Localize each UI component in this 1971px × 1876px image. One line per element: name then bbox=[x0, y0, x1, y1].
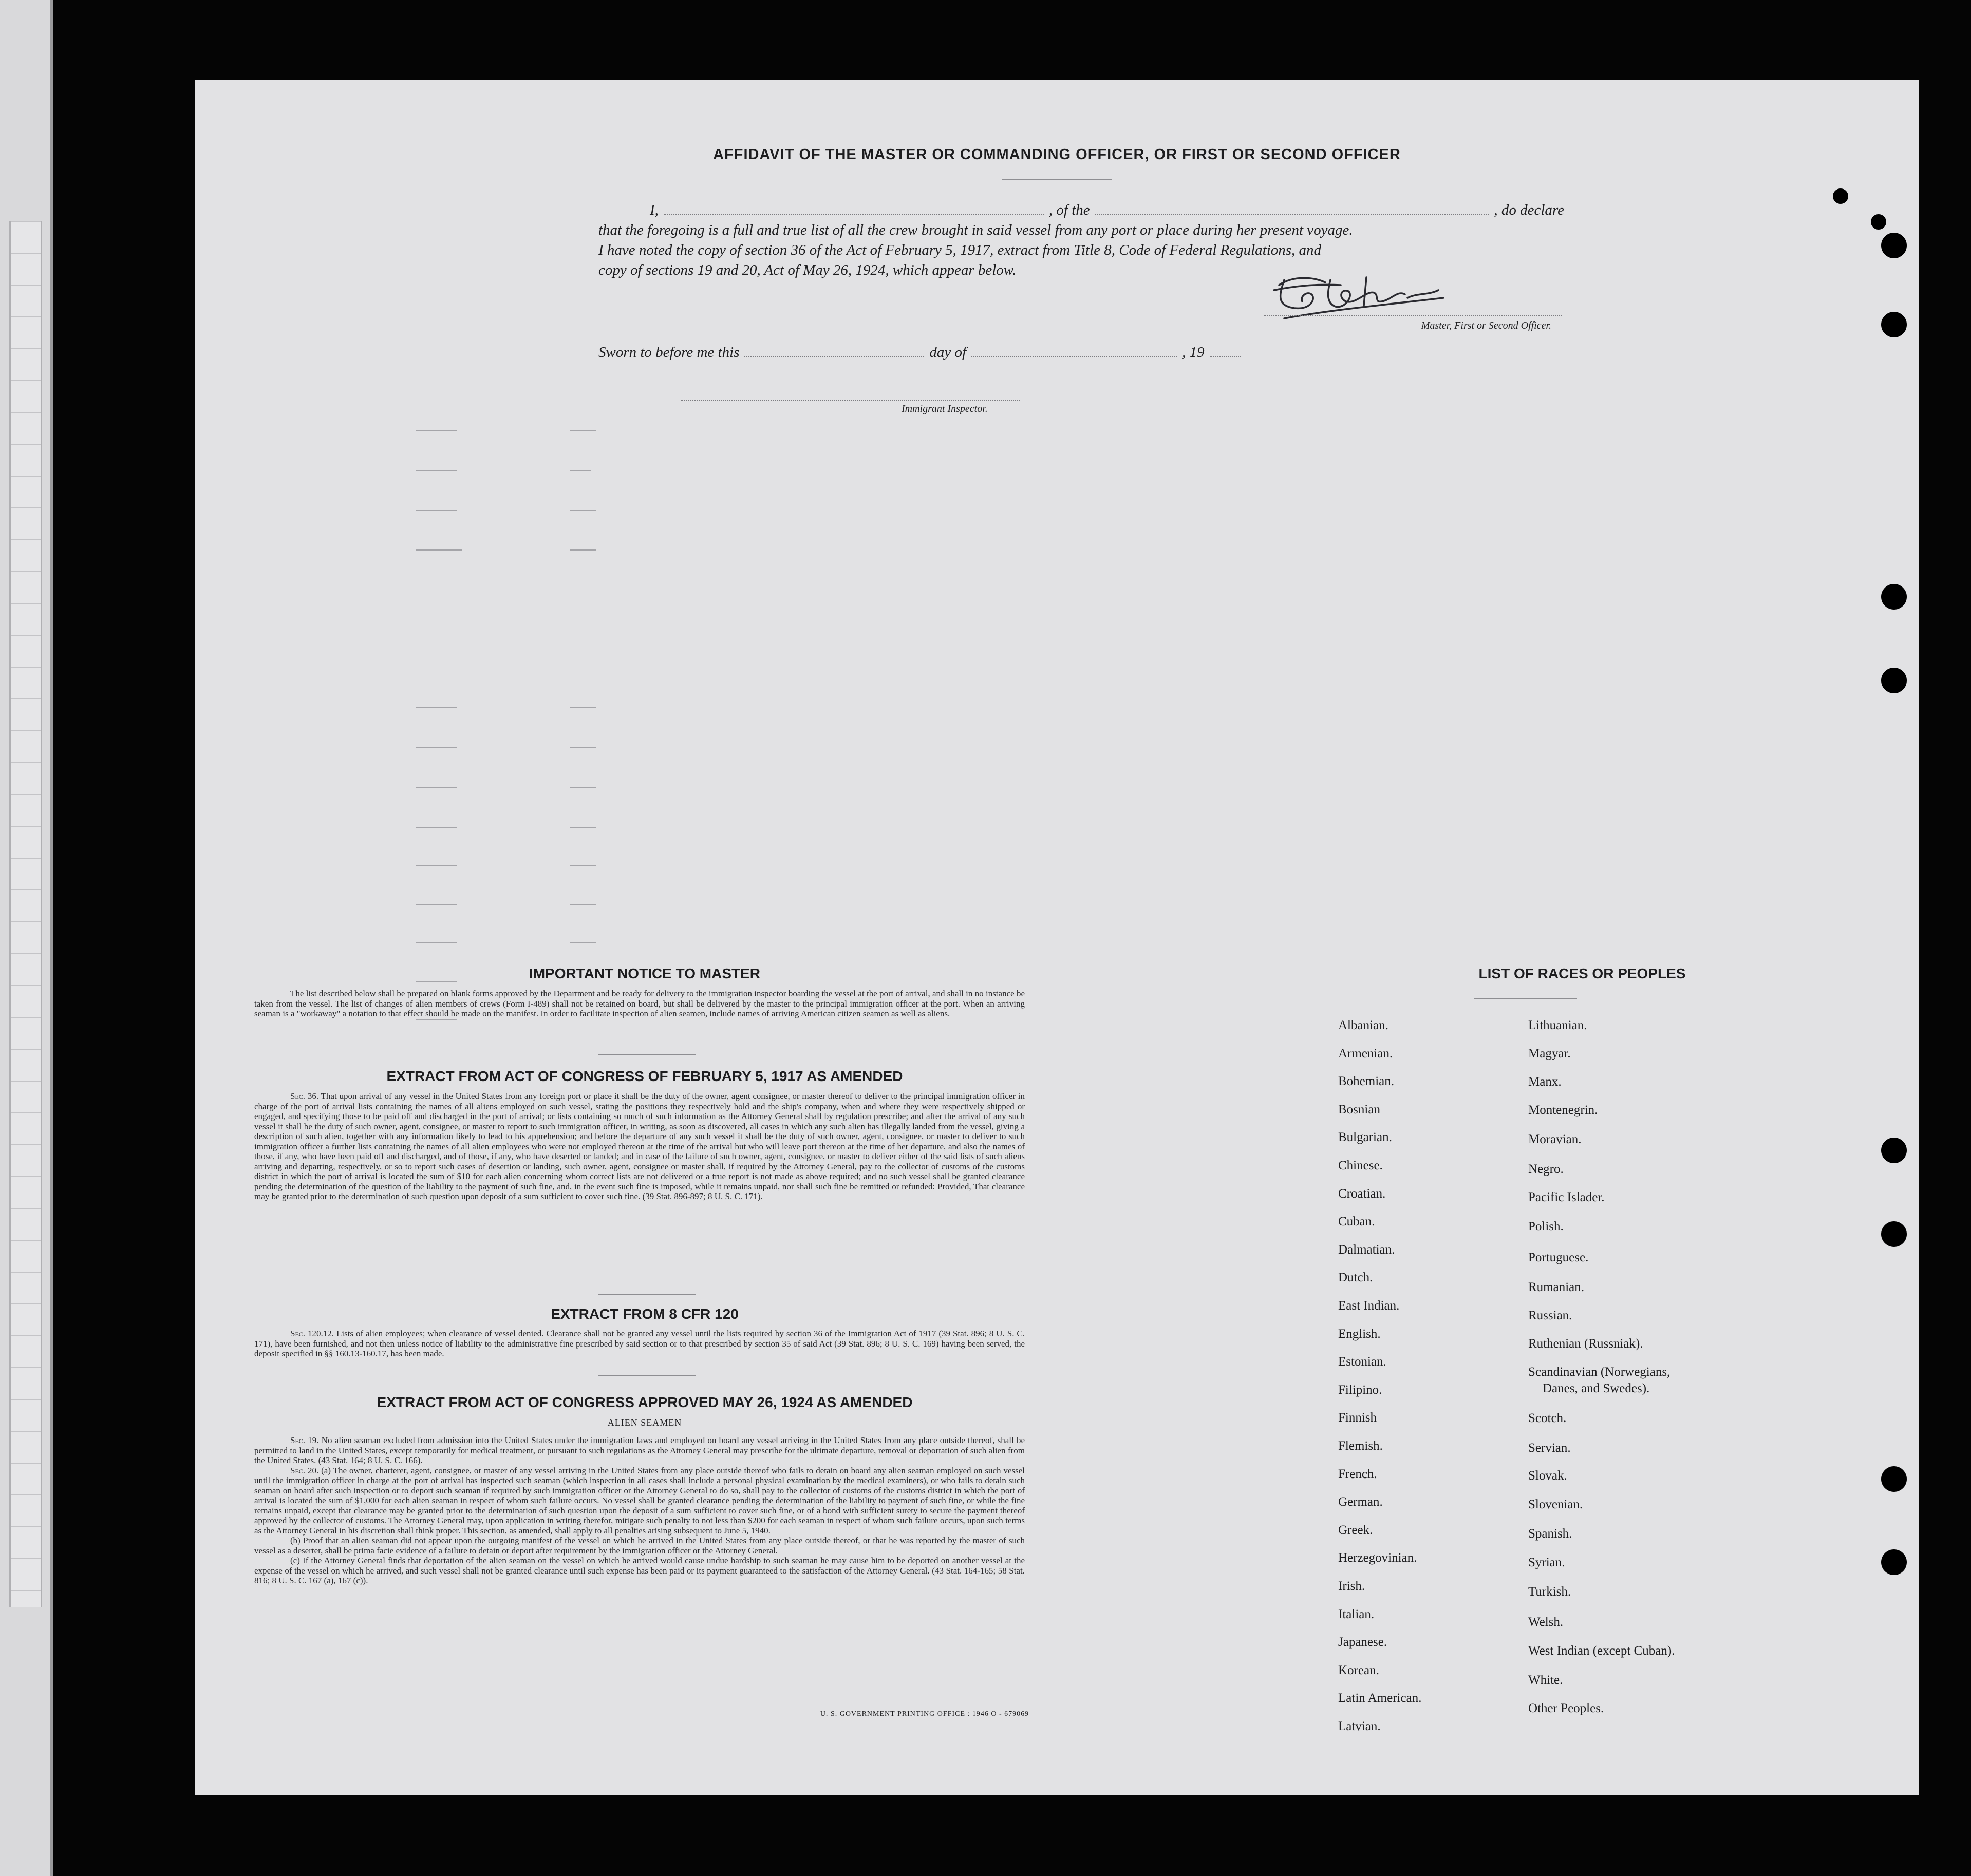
race-item: Ruthenian (Russniak). bbox=[1528, 1337, 1643, 1351]
race-item: Danes, and Swedes). bbox=[1543, 1381, 1650, 1395]
sec-20-label: Sec. 20. bbox=[290, 1465, 319, 1475]
race-item: Latvian. bbox=[1338, 1719, 1381, 1733]
faint-row-mark bbox=[416, 904, 457, 905]
faint-row-mark bbox=[416, 430, 457, 431]
affidavit-line: copy of sections 19 and 20, Act of May 26, 1924, which appear below. bbox=[598, 262, 1017, 278]
race-item: Lithuanian. bbox=[1528, 1018, 1587, 1032]
race-item: Polish. bbox=[1528, 1220, 1564, 1234]
race-item: Finnish bbox=[1338, 1411, 1377, 1425]
signature-area bbox=[1264, 270, 1562, 336]
declare-suffix: , do declare bbox=[1494, 202, 1564, 218]
faint-row-mark bbox=[416, 942, 457, 943]
race-item: Montenegrin. bbox=[1528, 1103, 1598, 1117]
affidavit-text bbox=[598, 200, 1564, 280]
race-item: Cuban. bbox=[1338, 1215, 1375, 1229]
notice-title: IMPORTANT NOTICE TO MASTER bbox=[529, 965, 761, 981]
race-item: Japanese. bbox=[1338, 1635, 1387, 1650]
sworn-year-prefix: , 19 bbox=[1182, 344, 1205, 361]
affidavit-line: I have noted the copy of section 36 of the Act of February 5, 1917, extract from Title 8, Code of Federal Regulations, and bbox=[598, 242, 1322, 258]
race-item: Scandinavian (Norwegians, bbox=[1528, 1365, 1670, 1379]
punch-hole bbox=[1833, 188, 1848, 204]
race-item: Filipino. bbox=[1338, 1382, 1382, 1397]
sec-120-12-text: Lists of alien employees; when clearance of vessel denied. Clearance shall not be granted any vessel until the lists required by section 36 of the Immigration Act of 1917 (39 Stat. 896; 8 U. S. C. 171), have been furnished, and not then unless notice of liability to the administrative fine prescribed by said section or to that prescribed by section 35 of said Act (39 Stat. 896; 8 U. S. C. 169) having been served, the deposit specified in §§ 160.13-160.17, has been made. bbox=[254, 1329, 1025, 1358]
divider bbox=[1474, 998, 1577, 999]
race-item: Chinese. bbox=[1338, 1159, 1383, 1172]
vessel-prefix: , of the bbox=[1048, 202, 1090, 218]
race-item: Korean. bbox=[1338, 1663, 1379, 1677]
vessel-name-blank[interactable] bbox=[1095, 213, 1489, 215]
race-item: Bohemian. bbox=[1338, 1074, 1395, 1089]
punch-hole bbox=[1881, 233, 1907, 258]
race-item: Scotch. bbox=[1528, 1411, 1567, 1425]
race-item: Spanish. bbox=[1528, 1527, 1572, 1541]
faint-row-mark bbox=[570, 510, 596, 511]
inspector-caption: Immigrant Inspector. bbox=[902, 403, 988, 414]
race-item: Pacific Islader. bbox=[1528, 1190, 1605, 1204]
divider bbox=[598, 1054, 696, 1055]
race-item: Croatian. bbox=[1338, 1186, 1386, 1201]
faint-row-mark bbox=[416, 787, 457, 788]
faint-row-mark bbox=[416, 827, 457, 828]
faint-row-mark bbox=[416, 549, 462, 551]
race-item: Herzegovinian. bbox=[1338, 1551, 1417, 1565]
affidavit-title: AFFIDAVIT OF THE MASTER OR COMMANDING OFFICER, OR FIRST OR SECOND OFFICER bbox=[713, 146, 1401, 163]
inspector-signature-line[interactable] bbox=[681, 400, 1020, 401]
document-page bbox=[195, 80, 1919, 1795]
faint-row-mark bbox=[570, 787, 596, 788]
race-item: Slovak. bbox=[1528, 1469, 1567, 1483]
faint-row-mark bbox=[570, 470, 591, 471]
race-item: Turkish. bbox=[1528, 1585, 1571, 1599]
sec-120-12-label: Sec. 120.12. bbox=[290, 1329, 334, 1338]
punch-hole bbox=[1881, 1221, 1907, 1247]
race-item: Dalmatian. bbox=[1338, 1242, 1395, 1257]
race-item: Portuguese. bbox=[1528, 1250, 1589, 1264]
races-title: LIST OF RACES OR PEOPLES bbox=[1478, 965, 1686, 981]
officer-name-blank[interactable] bbox=[664, 213, 1044, 215]
punch-hole bbox=[1881, 584, 1907, 610]
divider bbox=[598, 1375, 696, 1376]
punch-hole bbox=[1881, 668, 1907, 693]
race-item: Manx. bbox=[1528, 1075, 1562, 1089]
race-item: Welsh. bbox=[1528, 1615, 1564, 1629]
signature-caption: Master, First or Second Officer. bbox=[1421, 320, 1551, 331]
punch-hole bbox=[1881, 1466, 1907, 1492]
punch-hole bbox=[1871, 214, 1886, 230]
faint-row-mark bbox=[570, 747, 596, 748]
race-item: German. bbox=[1338, 1495, 1383, 1509]
extract-cfr-title: EXTRACT FROM 8 CFR 120 bbox=[551, 1306, 739, 1322]
race-item: Greek. bbox=[1338, 1523, 1373, 1537]
race-item: Bulgarian. bbox=[1338, 1130, 1392, 1145]
punch-hole bbox=[1881, 312, 1907, 337]
race-item: Dutch. bbox=[1338, 1271, 1373, 1285]
punch-hole bbox=[1881, 1549, 1907, 1575]
race-item: Slovenian. bbox=[1528, 1498, 1583, 1511]
race-item: Russian. bbox=[1528, 1309, 1572, 1322]
race-item: Irish. bbox=[1338, 1579, 1365, 1593]
handwritten-signature bbox=[1264, 270, 1479, 326]
race-item: Estonian. bbox=[1338, 1355, 1386, 1369]
notice-paragraph: The list described below shall be prepared on blank forms approved by the Department and be ready for delivery to the immigration inspector boarding the vessel at the port of arrival, and shall in no instance be taken from the vessel. The list of changes of alien members of crews (Form I-489) shall not be retained on board, but shall be delivered by the master to the principal immigration officer at the port. When an arriving seaman is a "workaway" a notation to that effect should be made on the manifest. In order to facilitate inspection of alien seamen, include names of arriving American citizen seamen as well as aliens. bbox=[254, 989, 1025, 1018]
faint-row-mark bbox=[416, 747, 457, 748]
sec-36-label: Sec. 36. bbox=[290, 1091, 319, 1101]
declarant-prefix: I, bbox=[650, 202, 659, 218]
divider bbox=[1002, 179, 1112, 180]
faint-row-mark bbox=[570, 707, 596, 708]
alien-seamen-subtitle: ALIEN SEAMEN bbox=[607, 1417, 682, 1428]
faint-row-mark bbox=[416, 510, 457, 511]
race-item: Other Peoples. bbox=[1528, 1701, 1604, 1715]
faint-row-mark bbox=[416, 1019, 457, 1020]
scanner-edge-strip bbox=[0, 0, 53, 1876]
extract-1917-title: EXTRACT FROM ACT OF CONGRESS OF FEBRUARY 5, 1917 AS AMENDED bbox=[386, 1068, 903, 1084]
faint-row-mark bbox=[416, 470, 457, 471]
faint-row-mark bbox=[570, 904, 596, 905]
sec-19-text: No alien seaman excluded from admission into the United States under the immigration laws and employed on board any vessel arriving in the United States from any place outside thereof, shall be permitted to land in the United States, except temporarily for medical treatment, or pursuant to such regulations as the Attorney General may prescribe for the ultimate departure, removal or deportation of such alien from the United States. (43 Stat. 164; 8 U. S. C. 166). bbox=[254, 1435, 1025, 1465]
faint-row-mark bbox=[570, 430, 596, 431]
race-item: English. bbox=[1338, 1327, 1381, 1341]
race-item: Flemish. bbox=[1338, 1439, 1383, 1453]
printing-office-imprint: U. S. GOVERNMENT PRINTING OFFICE : 1946 O - 679069 bbox=[820, 1710, 1029, 1718]
faint-row-mark bbox=[570, 865, 596, 866]
extract-1924-title: EXTRACT FROM ACT OF CONGRESS APPROVED MAY 26, 1924 AS AMENDED bbox=[377, 1394, 913, 1410]
race-item: Servian. bbox=[1528, 1441, 1571, 1455]
race-item: White. bbox=[1528, 1673, 1563, 1687]
race-item: Albanian. bbox=[1338, 1018, 1388, 1032]
sec-20a-text: (a) The owner, charterer, agent, consignee, or master of any vessel arriving in the United States from any place outside thereof who fails to detain on board any alien seaman employed on such vessel until the immigration officer in charge at the port of arrival has inspected such seaman (which inspection in all cases shall include a personal physical examination by the medical examiners), or who fails to detain such seaman on board after such inspection or to deport such seaman if required by such immigration officer or the Attorney General to do so, shall pay to the collector of customs of the customs district in which the port of arrival is located the sum of $1,000 for each alien seaman in respect of whom such failure occurs. No vessel shall be granted clearance pending the determination of the liability to payment of such fine, or while the fine remains unpaid, except that clearance may be granted prior to the determination of such question upon the deposit of a sum sufficient to cover such fine, or of a bond with sufficient surety to secure the payment thereof approved by the collector of customs. The Attorney General may, upon application in writing therefor, mitigate such penalty to not less than $200 for each seaman in respect of whom such failure occurs, upon such terms as the Attorney General in his discretion shall think proper. This section, as amended, shall apply to all penalties arising subsequent to June 5, 1940. bbox=[254, 1465, 1025, 1536]
affidavit-line: that the foregoing is a full and true list of all the crew brought in said vessel from any port or place during her present voyage. bbox=[598, 222, 1353, 238]
race-item: Armenian. bbox=[1338, 1046, 1393, 1060]
faint-row-mark bbox=[570, 549, 596, 551]
sec-36-text: That upon arrival of any vessel in the United States from any foreign port or place it shall be the duty of the owner, agent consignee, or master thereof to deliver to the principal immigration officer in charge of the port of arrival lists containing the names of all aliens employed on such vessel, stating the positions they respectively hold and the ship's company, when and where they were respectively shipped or engaged, and specifying those to be paid off and discharged in the port of arrival; or lists containing so much of such information as the Attorney General shall by regulation prescribe; and after the arrival of any such vessel it shall be the duty of such owner, agent, consignee, or master to report to such immigration officer, in writing, as soon as discovered, all cases in which any such alien has illegally landed from the vessel, giving a description of such alien, together with any information likely to lead to his apprehension; and before the departure of any such vessel it shall be the duty of such owner, agent, consignee, or master to deliver to such immigration officer a further lists containing the names of all alien employees who were not employed thereon at the time of the arrival but who will leave port thereon at the time of her departure, and also the names of those, if any, who have been paid off and discharged, and of those, if any, who have deserted or landed; and in case of the failure of such owner, agent, consignee, or master to deliver either of the said lists of such aliens arriving and departing, respectively, or so to report such cases of desertion or landing, such owner, agent, consignee or master shall, if required by the Attorney General, pay to the collector of customs of the customs district in which the port of arrival is located the sum of $10 for each alien concerning whom correct lists are not delivered or a true report is not made as above required; and no such vessel shall be granted clearance pending the determination of the question of the liability to the payment of such fine, and, in the event such fine is imposed, while it remains unpaid, nor shall such fine be remitted or refunded: Provided, That clearance may be granted prior to the determination of such question upon deposit of a sum sufficient to cover such fine. (39 Stat. 896-897; 8 U. S. C. 171). bbox=[254, 1091, 1025, 1201]
extract-cfr-text bbox=[254, 1329, 1025, 1359]
race-item: Bosnian bbox=[1338, 1102, 1380, 1116]
sworn-month-blank[interactable] bbox=[971, 355, 1177, 357]
edge-ruler bbox=[9, 221, 42, 1607]
sworn-day-of: day of bbox=[929, 344, 967, 361]
race-item: Latin American. bbox=[1338, 1691, 1422, 1706]
divider bbox=[598, 1294, 696, 1295]
race-item: Italian. bbox=[1338, 1607, 1375, 1621]
faint-row-mark bbox=[570, 942, 596, 943]
race-item: West Indian (except Cuban). bbox=[1528, 1644, 1675, 1658]
sworn-year-blank[interactable] bbox=[1210, 355, 1241, 357]
race-item: Rumanian. bbox=[1528, 1280, 1585, 1294]
race-item: French. bbox=[1338, 1467, 1377, 1481]
signature-line[interactable] bbox=[1264, 315, 1562, 316]
race-item: Moravian. bbox=[1528, 1132, 1582, 1146]
race-item: East Indian. bbox=[1338, 1299, 1400, 1313]
extract-1917-text bbox=[254, 1091, 1025, 1202]
faint-row-mark bbox=[416, 707, 457, 708]
sworn-line bbox=[598, 344, 1302, 361]
sworn-day-blank[interactable] bbox=[744, 355, 924, 357]
race-item: Negro. bbox=[1528, 1162, 1564, 1176]
notice-text bbox=[254, 989, 1025, 1019]
faint-row-mark bbox=[570, 827, 596, 828]
punch-hole bbox=[1881, 1138, 1907, 1163]
extract-1924-text bbox=[254, 1435, 1025, 1586]
sec-20b-text: (b) Proof that an alien seaman did not appear upon the outgoing manifest of the vessel on which he arrived in the United States from any place outside thereof, or that he was reported by the master of such vessel as a deserter, shall be prima facie evidence of a failure to detain or deport after requirement by the immigration officer or the Attorney General. bbox=[254, 1536, 1025, 1556]
sec-20c-text: (c) If the Attorney General finds that deportation of the alien seaman on the vessel on which he arrived would cause undue hardship to such seaman he may cause him to be deported on another vessel at the expense of the vessel on which he arrived, and such vessel shall not be granted clearance until such expense has been paid or its payment guaranteed to the satisfaction of the Attorney General. (43 Stat. 164-165; 58 Stat. 816; 8 U. S. C. 167 (a), 167 (c)). bbox=[254, 1556, 1025, 1585]
declaration-line bbox=[598, 200, 1564, 220]
race-item: Syrian. bbox=[1528, 1556, 1565, 1569]
sec-19-label: Sec. 19. bbox=[290, 1435, 319, 1445]
sworn-prefix: Sworn to before me this bbox=[598, 344, 740, 361]
faint-row-mark bbox=[416, 865, 457, 866]
race-item: Magyar. bbox=[1528, 1047, 1571, 1060]
